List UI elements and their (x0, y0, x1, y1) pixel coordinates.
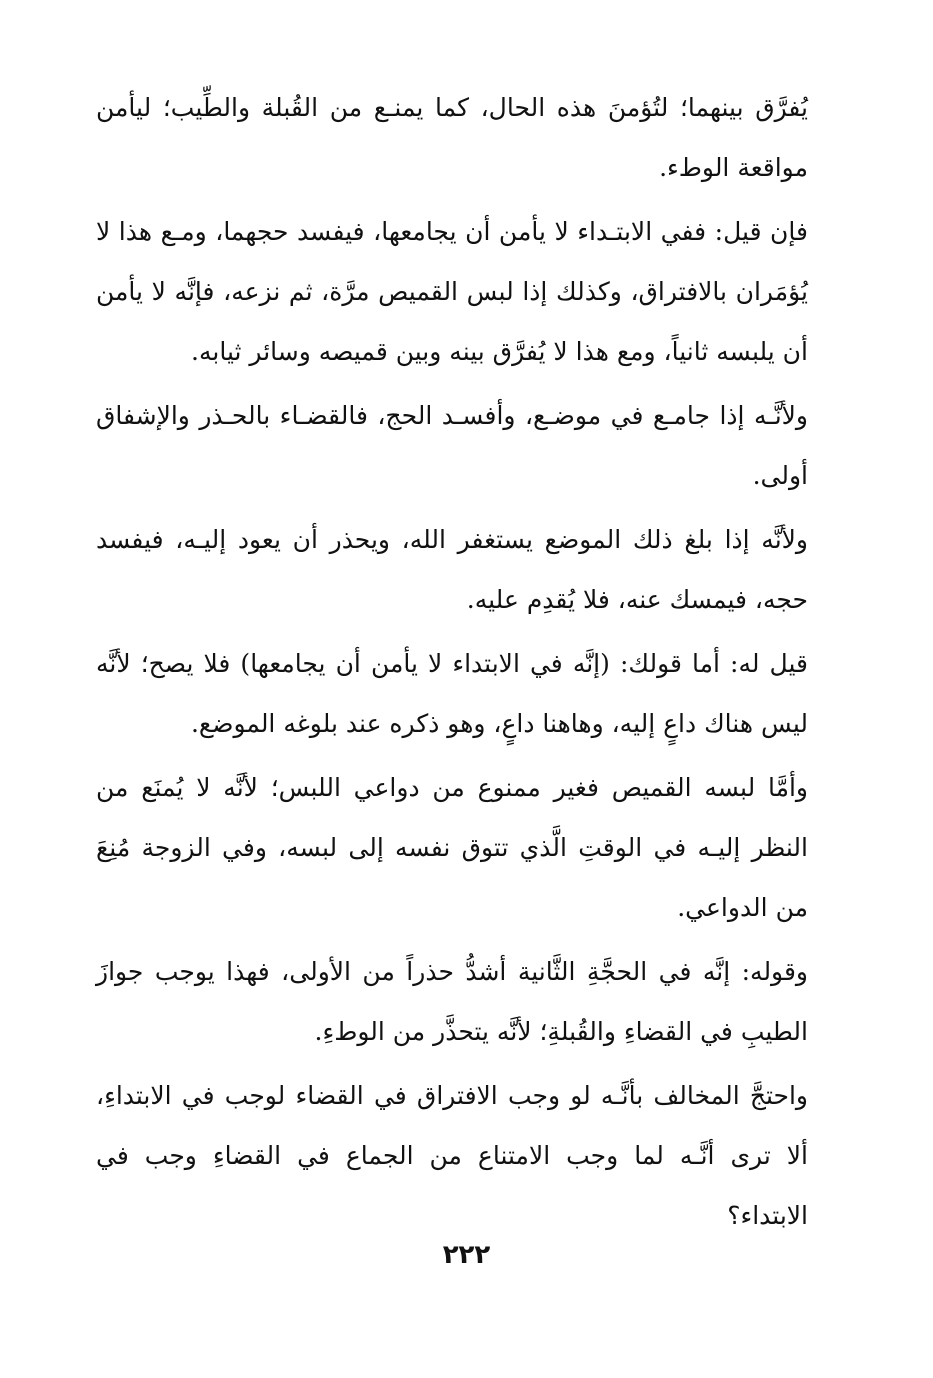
paragraph-6: وأمَّا لبسه القميص فغير ممنوع من دواعي اللبس؛ لأنَّه لا يُمنَع من النظر إليـه في الوقتِ الَّذي تتوق نفسه إلى لبسه، وفي الزوجة مُنِعَ من الدواعي. (96, 773, 808, 922)
paragraph-2: فإن قيل: ففي الابتـداء لا يأمن أن يجامعها، فيفسد حجهما، ومـع هذا لا يُؤمَران بالافتراق، وكذلك إذا لبس القميص مرَّة، ثم نزعه، فإنَّه لا يأمن أن يلبسه ثانياً، ومع هذا لا يُفرَّق بينه وبين قميصه وسائر ثيابه. (96, 217, 808, 366)
page-body (96, 78, 808, 1250)
paragraph-1: يُفرَّق بينهما؛ لتُؤمنَ هذه الحال، كما يمنـع من القُبلة والطِّيب؛ ليأمن مواقعة الوطء. (96, 93, 808, 182)
paragraph-4: ولأنَّه إذا بلغ ذلك الموضع يستغفر الله، ويحذر أن يعود إليـه، فيفسد حجه، فيمسك عنه، فلا يُقدِم عليه. (96, 525, 808, 614)
paragraph-5: قيل له: أما قولك: (إنَّه في الابتداء لا يأمن أن يجامعها) فلا يصح؛ لأنَّه ليس هناك داعٍ إليه، وهاهنا داعٍ، وهو ذكره عند بلوغه الموضع. (96, 649, 808, 738)
paragraph-8: واحتجَّ المخالف بأنَّـه لو وجب الافتراق في القضاء لوجب في الابتداءِ، ألا ترى أنَّـه لما وجب الامتناع من الجماع في القضاءِ وجب في الابتداء؟ (96, 1081, 808, 1230)
page-number: ٢٢٢ (442, 1240, 491, 1270)
paragraph-3: ولأنَّـه إذا جامـع في موضـع، وأفسـد الحج، فالقضـاء بالحـذر والإشفاق أولى. (96, 401, 808, 490)
paragraph-7: وقوله: إنَّه في الحجَّةِ الثَّانية أشدُّ حذراً من الأولى، فهذا يوجب جوازَ الطيبِ في القضاءِ والقُبلةِ؛ لأنَّه يتحذَّر من الوطءِ. (96, 957, 808, 1046)
